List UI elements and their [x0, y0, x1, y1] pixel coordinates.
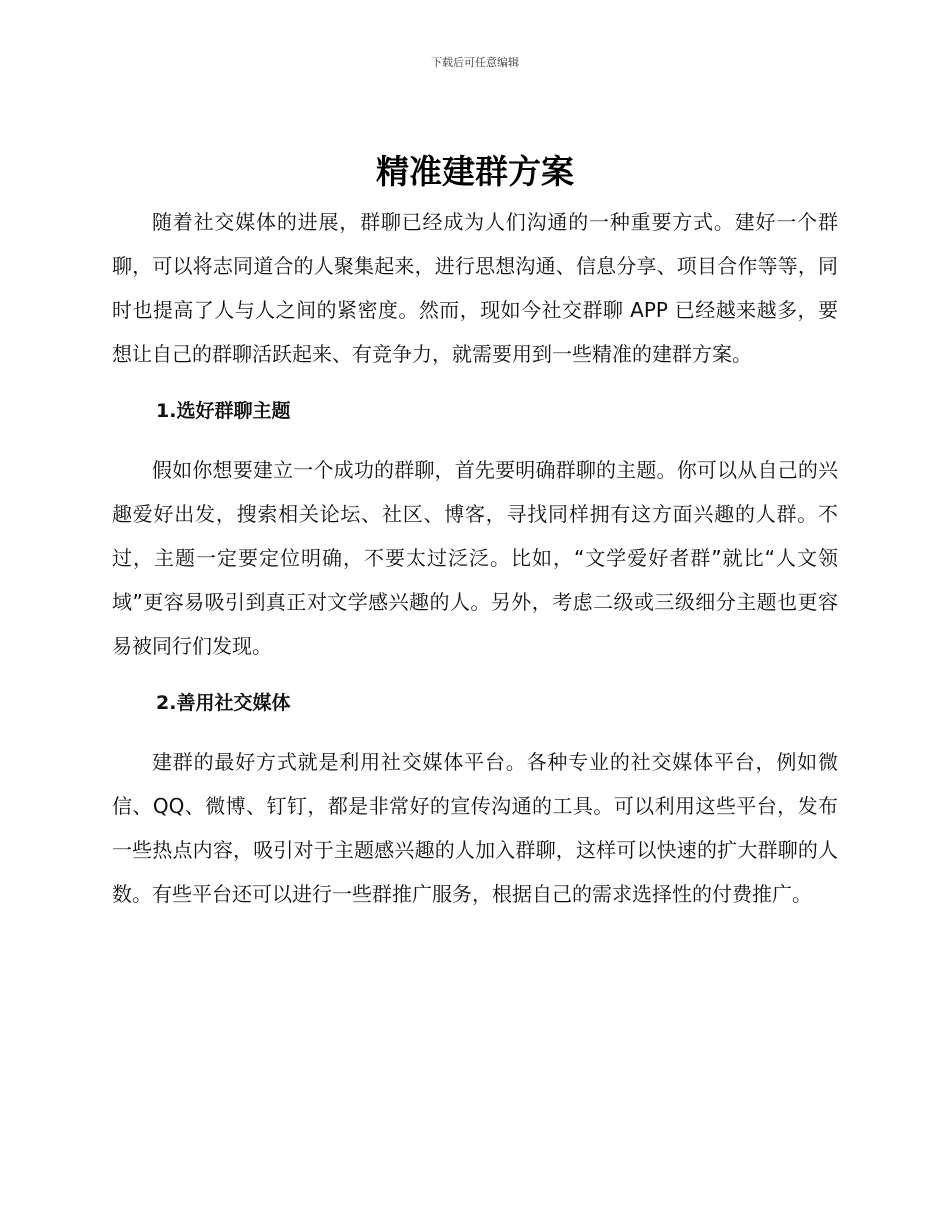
intro-paragraph: 随着社交媒体的进展，群聊已经成为人们沟通的一种重要方式。建好一个群聊，可以将志同道合的人聚集起来，进行思想沟通、信息分享、项目合作等等，同时也提高了人与人之间的紧密度。然而，现如今社交群聊 APP 已经越来越多，要想让自己的群聊活跃起来、有竞争力，就需要用到一些精准的建群方案。	[112, 210, 838, 366]
header-note: 下载后可任意编辑	[431, 56, 519, 69]
section-heading-social-media: 2.善用社交媒体	[156, 692, 291, 714]
section-heading-topic: 1.选好群聊主题	[156, 400, 291, 422]
section-paragraph-social-media: 建群的最好方式就是利用社交媒体平台。各种专业的社交媒体平台，例如微信、QQ、微博、钉钉，都是非常好的宣传沟通的工具。可以利用这些平台，发布一些热点内容，吸引对于主题感兴趣的人加入群聊，这样可以快速的扩大群聊的人数。有些平台还可以进行一些群推广服务，根据自己的需求选择性的付费推广。	[112, 750, 838, 906]
section-paragraph-topic: 假如你想要建立一个成功的群聊，首先要明确群聊的主题。你可以从自己的兴趣爱好出发，搜索相关论坛、社区、博客，寻找同样拥有这方面兴趣的人群。不过，主题一定要定位明确，不要太过泛泛。比如，“文学爱好者群”就比“人文领域”更容易吸引到真正对文学感兴趣的人。另外，考虑二级或三级细分主题也更容易被同行们发现。	[112, 458, 838, 658]
document-body	[112, 200, 838, 916]
document-title: 精准建群方案	[376, 152, 574, 191]
